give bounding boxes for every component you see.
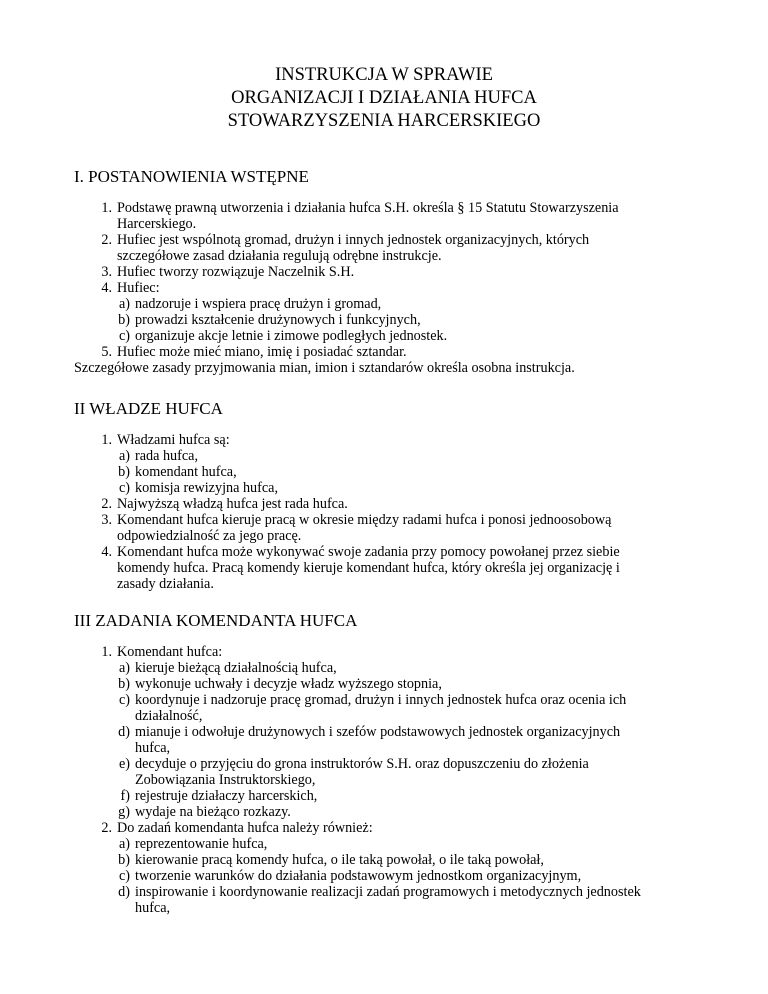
item-text: komendy hufca. Pracą komendy kieruje komendant hufca, który określa jej organizację i: [117, 560, 620, 576]
item-number: 1.: [101, 644, 112, 660]
section-1-note: Szczegółowe zasady przyjmowania mian, imion i sztandarów określa osobna instrukcja.: [74, 360, 575, 376]
sub-item-letter: d): [118, 884, 130, 900]
section-3-heading: III ZADANIA KOMENDANTA HUFCA: [74, 611, 358, 630]
item-text: Komendant hufca:: [117, 644, 223, 660]
list-item: [90, 820, 690, 836]
sub-item-text: nadzoruje i wspiera pracę drużyn i gromad,: [135, 296, 382, 312]
sub-item-letter: g): [118, 804, 130, 820]
sub-item-letter: d): [118, 724, 130, 740]
item-number: 3.: [101, 512, 112, 528]
item-text: Do zadań komendanta hufca należy również:: [117, 820, 373, 836]
sub-item-text: kierowanie pracą komendy hufca, o ile taką powołał, o ile taką powołał,: [135, 852, 544, 868]
section-3-list: [90, 644, 690, 916]
sub-item-letter: a): [118, 448, 130, 464]
item-text: Hufiec:: [117, 280, 160, 296]
sub-item-letter: c): [118, 328, 130, 344]
item-text: szczegółowe zasad działania regulują odrębne instrukcje.: [117, 248, 442, 264]
sub-item-letter: b): [118, 312, 130, 328]
sub-item: [90, 660, 690, 676]
sub-item: [90, 312, 690, 328]
list-item: [90, 544, 690, 592]
item-number: 5.: [101, 344, 112, 360]
list-item: [90, 264, 690, 280]
item-text: Podstawę prawną utworzenia i działania hufca S.H. określa § 15 Statutu Stowarzyszenia: [117, 200, 619, 216]
item-number: 2.: [101, 820, 112, 836]
sub-item-text: komisja rewizyjna hufca,: [135, 480, 279, 496]
sub-item: [90, 328, 690, 344]
title-line-2: ORGANIZACJI I DZIAŁANIA HUFCA: [231, 88, 537, 108]
sub-item-text: decyduje o przyjęciu do grona instruktorów S.H. oraz dopuszczeniu do złożenia: [135, 756, 589, 772]
list-item: [90, 432, 690, 448]
sub-item-text: rejestruje działaczy harcerskich,: [135, 788, 318, 804]
sub-item: [90, 884, 690, 916]
sub-item-letter: a): [118, 660, 130, 676]
item-text: Hufiec może mieć miano, imię i posiadać sztandar.: [117, 344, 407, 360]
sub-item-text: tworzenie warunków do działania podstawowym jednostkom organizacyjnym,: [135, 868, 582, 884]
sub-item-letter: c): [118, 480, 130, 496]
sub-item-text: Zobowiązania Instruktorskiego,: [135, 772, 316, 788]
title-line-1: INSTRUKCJA W SPRAWIE: [275, 65, 493, 85]
section-1-list: [90, 200, 690, 360]
item-text: Hufiec jest wspólnotą gromad, drużyn i innych jednostek organizacyjnych, których: [117, 232, 590, 248]
item-text: Hufiec tworzy rozwiązuje Naczelnik S.H.: [117, 264, 355, 280]
sub-item: [90, 692, 690, 724]
list-item: [90, 280, 690, 296]
sub-item-letter: f): [120, 788, 130, 804]
item-number: 4.: [101, 280, 112, 296]
item-text: Komendant hufca kieruje pracą w okresie między radami hufca i ponosi jednoosobową: [117, 512, 612, 528]
sub-item: [90, 756, 690, 788]
sub-item: [90, 296, 690, 312]
sub-item: [90, 852, 690, 868]
sub-item-text: prowadzi kształcenie drużynowych i funkcyjnych,: [135, 312, 421, 328]
item-number: 2.: [101, 232, 112, 248]
item-text: Komendant hufca może wykonywać swoje zadania przy pomocy powołanej przez siebie: [117, 544, 620, 560]
list-item: [90, 232, 690, 264]
list-item: [90, 496, 690, 512]
sub-item-text: kieruje bieżącą działalnością hufca,: [135, 660, 337, 676]
sub-item: [90, 868, 690, 884]
sub-item: [90, 788, 690, 804]
sub-item: [90, 804, 690, 820]
item-number: 3.: [101, 264, 112, 280]
sub-item-text: działalność,: [135, 708, 203, 724]
sub-item: [90, 464, 690, 480]
sub-item-text: rada hufca,: [135, 448, 199, 464]
sub-item: [90, 724, 690, 756]
document-title: [0, 64, 768, 133]
sub-item-letter: b): [118, 464, 130, 480]
sub-item-text: wykonuje uchwały i decyzje władz wyższego stopnia,: [135, 676, 442, 692]
item-text: Najwyższą władzą hufca jest rada hufca.: [117, 496, 348, 512]
item-text: odpowiedzialność za jego pracę.: [117, 528, 302, 544]
sub-item: [90, 480, 690, 496]
sub-item-text: hufca,: [135, 900, 171, 916]
sub-item-text: hufca,: [135, 740, 171, 756]
sub-item-letter: b): [118, 676, 130, 692]
item-text: zasady działania.: [117, 576, 214, 592]
sub-item-letter: c): [118, 868, 130, 884]
item-number: 1.: [101, 432, 112, 448]
list-item: [90, 344, 690, 360]
sub-item-text: koordynuje i nadzoruje pracę gromad, drużyn i innych jednostek hufca oraz ocenia ich: [135, 692, 627, 708]
item-number: 2.: [101, 496, 112, 512]
sub-item-text: reprezentowanie hufca,: [135, 836, 268, 852]
section-1-heading: I. POSTANOWIENIA WSTĘPNE: [74, 167, 309, 186]
sub-item-letter: c): [118, 692, 130, 708]
sub-item-text: inspirowanie i koordynowanie realizacji zadań programowych i metodycznych jednostek: [135, 884, 641, 900]
sub-item-letter: a): [118, 296, 130, 312]
sub-item-letter: e): [118, 756, 130, 772]
item-number: 4.: [101, 544, 112, 560]
title-line-3: STOWARZYSZENIA HARCERSKIEGO: [227, 111, 541, 131]
list-item: [90, 200, 690, 232]
sub-item-letter: a): [118, 836, 130, 852]
sub-item-text: wydaje na bieżąco rozkazy.: [135, 804, 291, 820]
sub-item: [90, 676, 690, 692]
item-text: Władzami hufca są:: [117, 432, 230, 448]
item-number: 1.: [101, 200, 112, 216]
sub-item-text: mianuje i odwołuje drużynowych i szefów podstawowych jednostek organizacyjnych: [135, 724, 621, 740]
item-text: Harcerskiego.: [117, 216, 197, 232]
list-item: [90, 512, 690, 544]
sub-item-text: organizuje akcje letnie i zimowe podległych jednostek.: [135, 328, 448, 344]
section-2-heading: II WŁADZE HUFCA: [74, 399, 223, 418]
section-2-list: [90, 432, 690, 592]
sub-item: [90, 836, 690, 852]
sub-item-text: komendant hufca,: [135, 464, 237, 480]
sub-item-letter: b): [118, 852, 130, 868]
sub-item: [90, 448, 690, 464]
list-item: [90, 644, 690, 660]
